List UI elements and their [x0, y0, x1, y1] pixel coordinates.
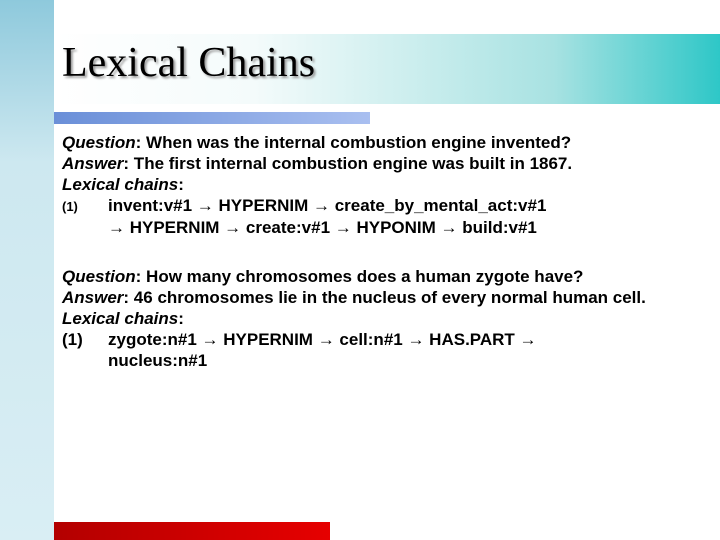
- chain-item: [62, 195, 692, 217]
- chain-item: [62, 329, 692, 350]
- chains-heading: [62, 308, 692, 329]
- chain-item-number: (1): [62, 330, 83, 349]
- example-block-2: [62, 266, 692, 371]
- answer-line: [62, 287, 692, 308]
- chain-line-1: invent:v#1 → HYPERNIM → create_by_mental_act:v#1: [108, 196, 547, 215]
- chain-line-2: nucleus:n#1: [108, 351, 208, 370]
- chains-label: Lexical chains: [62, 309, 179, 328]
- title-underline-bar: [54, 112, 370, 124]
- chain-line-2: → HYPERNIM → create:v#1 → HYPONIM → build:v#1: [108, 218, 537, 237]
- chain-continuation: [62, 217, 692, 238]
- chain-continuation: [62, 350, 692, 371]
- chains-colon: :: [178, 175, 184, 194]
- left-decorative-bar: [0, 0, 54, 540]
- slide-content: [62, 132, 692, 371]
- block-spacer: [62, 238, 692, 266]
- chains-label: Lexical chains: [62, 175, 179, 194]
- page-title: Lexical Chains: [62, 40, 316, 86]
- chain-item-number: (1): [62, 199, 78, 214]
- answer-label: Answer: [62, 288, 124, 307]
- answer-text: : The first internal combustion engine was built in 1867.: [123, 154, 573, 173]
- answer-label: Answer: [62, 154, 124, 173]
- question-line: [62, 266, 692, 287]
- chains-colon: :: [178, 309, 184, 328]
- question-text: : When was the internal combustion engine invented?: [135, 133, 572, 152]
- chain-line-1: zygote:n#1 → HYPERNIM → cell:n#1 → HAS.PART →: [108, 330, 537, 349]
- chains-heading: [62, 174, 692, 195]
- question-label: Question: [62, 267, 136, 286]
- bottom-red-bar: [54, 522, 330, 540]
- question-label: Question: [62, 133, 136, 152]
- question-text: : How many chromosomes does a human zygote have?: [135, 267, 584, 286]
- answer-text: : 46 chromosomes lie in the nucleus of every normal human cell.: [123, 288, 646, 307]
- question-line: [62, 132, 692, 153]
- answer-line: [62, 153, 692, 174]
- example-block-1: [62, 132, 692, 238]
